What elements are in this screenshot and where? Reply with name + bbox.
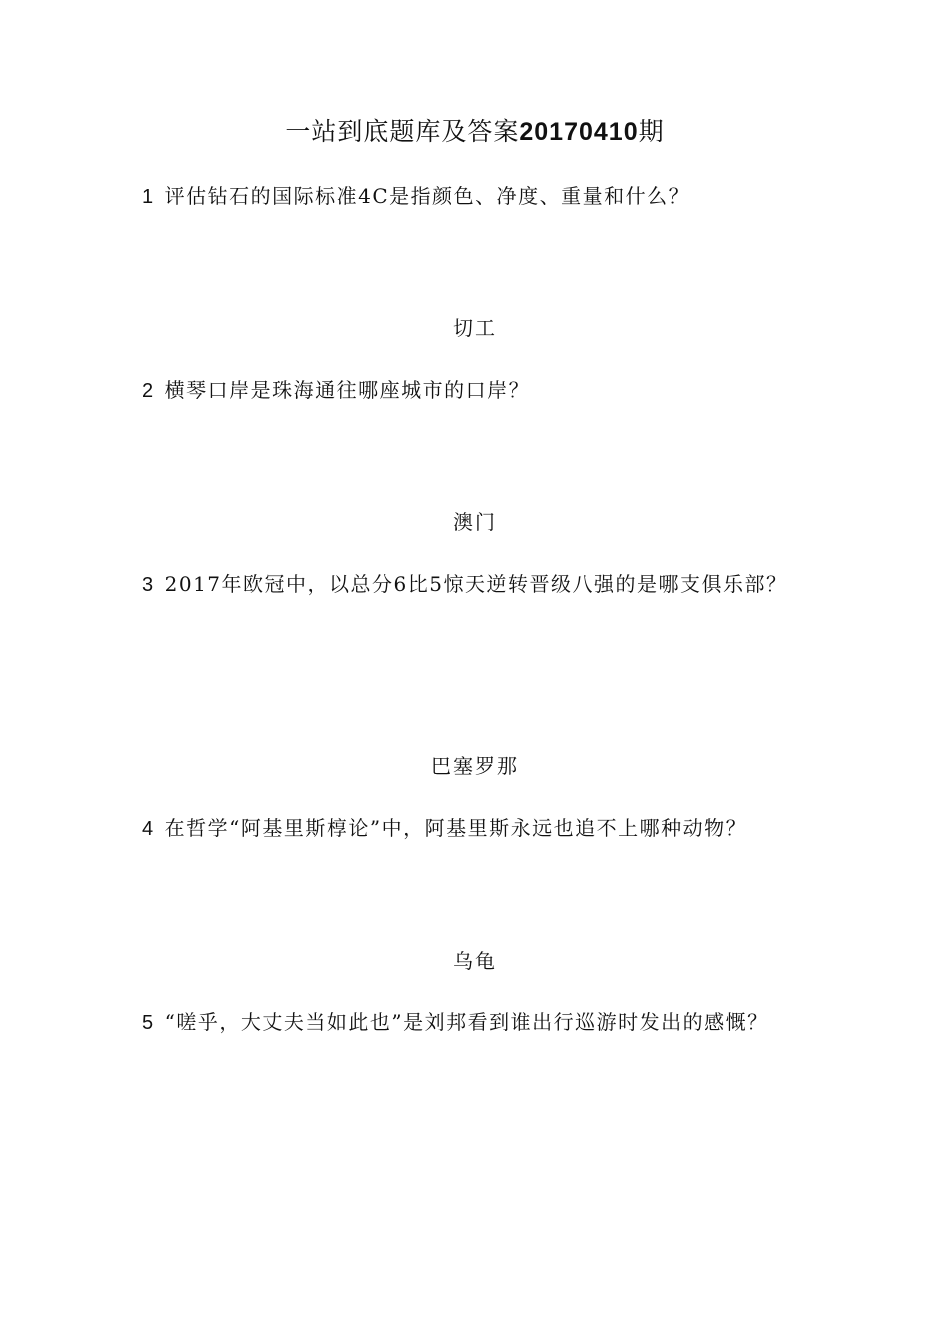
question-5 (142, 998, 822, 1047)
question-3 (142, 560, 822, 609)
question-text: “嗟乎，大丈夫当如此也”是刘邦看到谁出行巡游时发出的感慨？ (164, 1010, 769, 1034)
answer-3: 巴塞罗那 (431, 754, 519, 778)
answer-2: 澳门 (453, 510, 497, 534)
question-text: 在哲学“阿基里斯椁论”中，阿基里斯永远也追不上哪种动物？ (164, 816, 748, 840)
question-number: 5 (142, 1012, 155, 1034)
question-number: 4 (142, 818, 155, 840)
page-title (0, 112, 950, 148)
question-4 (142, 804, 822, 853)
question-text: 横琴口岸是珠海通往哪座城市的口岸？ (164, 378, 531, 402)
question-1 (142, 172, 822, 221)
question-number: 2 (142, 380, 155, 402)
title-suffix: 期 (638, 117, 665, 146)
title-number: 20170410 (519, 118, 639, 146)
question-number: 3 (142, 574, 155, 596)
question-text: 2017年欧冠中，以总分6比5惊天逆转晋级八强的是哪支俱乐部？ (164, 572, 788, 596)
question-2 (142, 366, 822, 415)
title-text: 一站到底题库及答案 (285, 117, 520, 146)
answer-4: 乌龟 (453, 949, 497, 973)
answer-1: 切工 (453, 316, 497, 340)
question-text: 评估钻石的国际标准4C是指颜色、净度、重量和什么？ (164, 184, 691, 208)
question-number: 1 (142, 186, 155, 208)
